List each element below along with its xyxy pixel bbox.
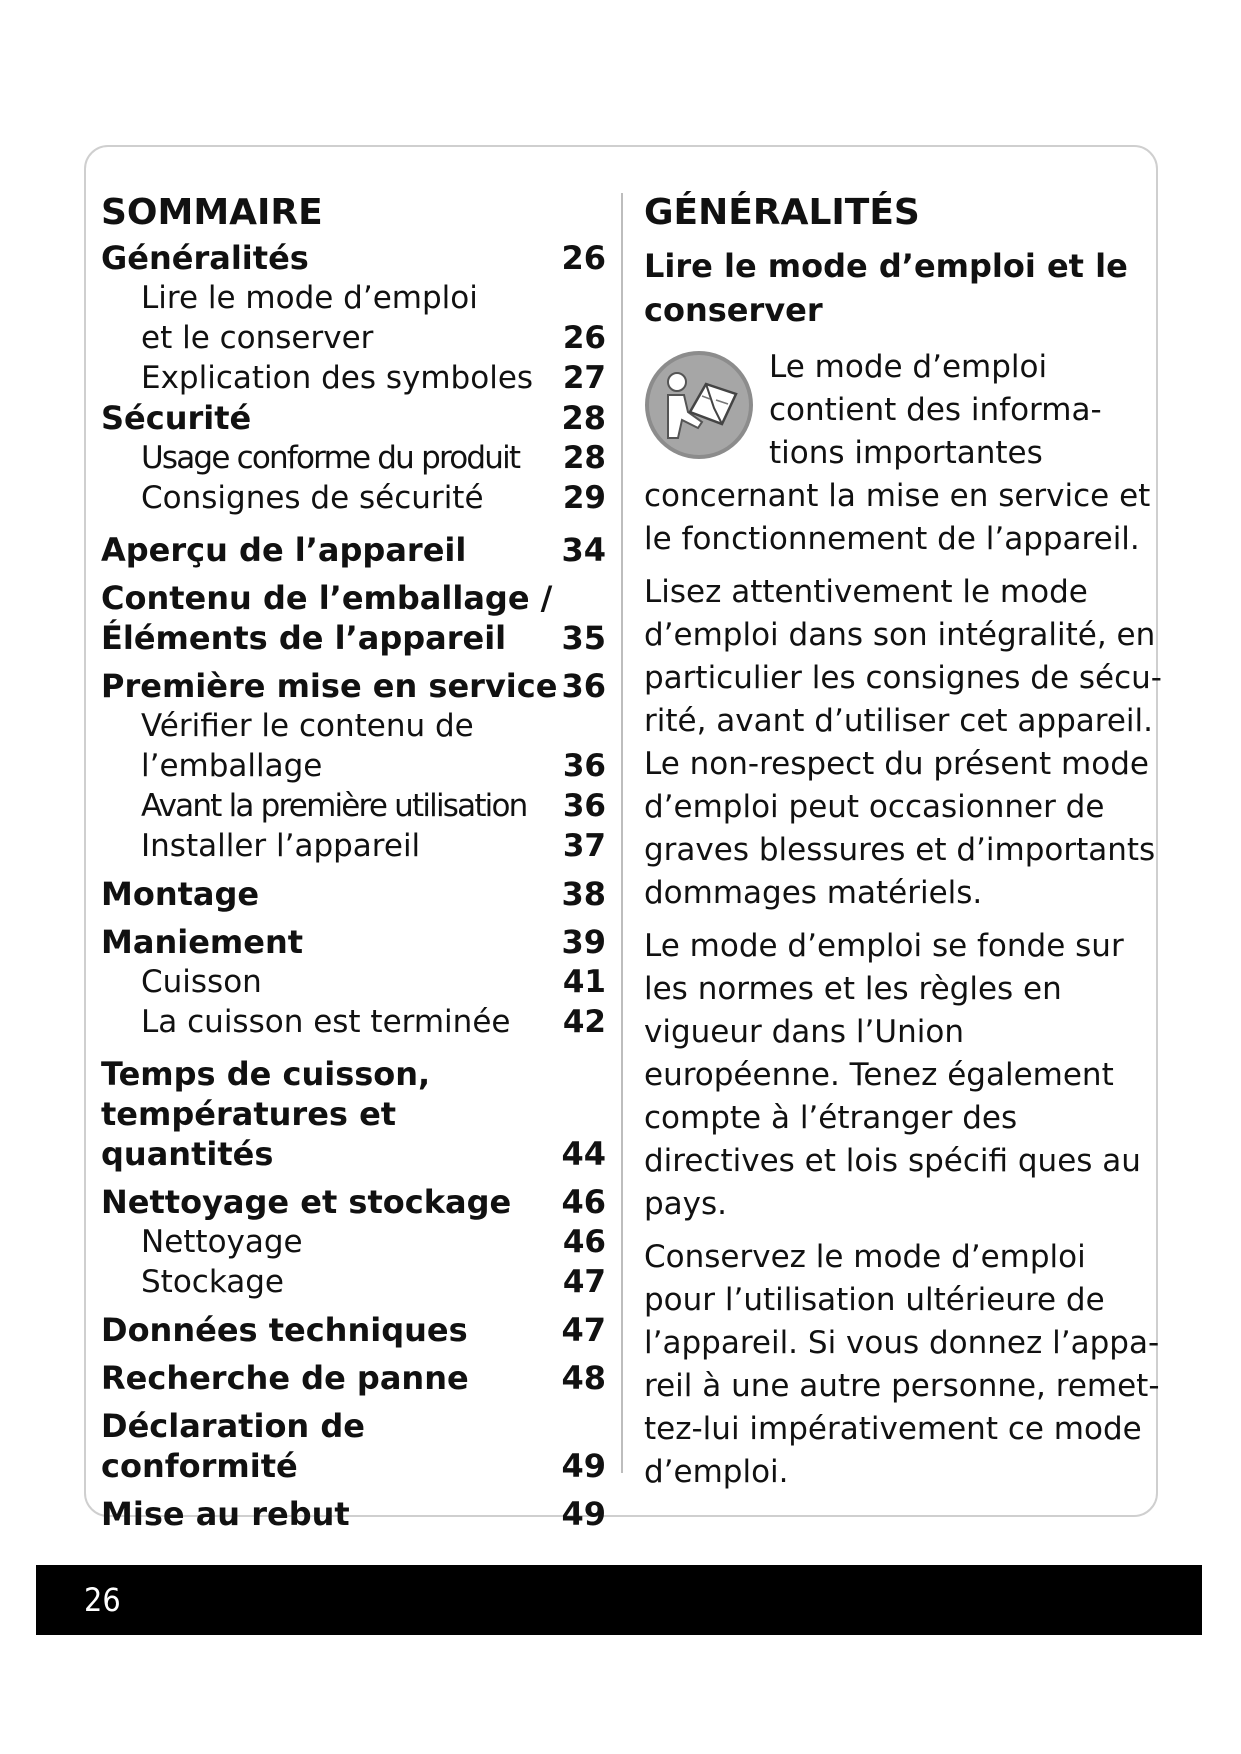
toc-entry-page: 26 bbox=[561, 239, 606, 277]
toc-entry-label: et le conserver bbox=[141, 320, 374, 356]
wrapped-line: contient des informa- bbox=[769, 392, 1102, 428]
footer-bar bbox=[36, 1565, 1202, 1635]
toc-entry[interactable] bbox=[101, 1054, 606, 1094]
toc-entry[interactable] bbox=[101, 666, 606, 706]
toc-entry-label: températures et quantités bbox=[101, 1095, 397, 1173]
toc-entry-page: 28 bbox=[561, 399, 606, 437]
toc-entry[interactable] bbox=[101, 1094, 606, 1174]
subtitle-line: conserver bbox=[644, 291, 823, 329]
toc-entry-label: Mise au rebut bbox=[101, 1495, 350, 1533]
generalites-section bbox=[644, 190, 1164, 1494]
subtitle-line: Lire le mode d’emploi et le bbox=[644, 247, 1128, 285]
toc-entry[interactable] bbox=[101, 1310, 606, 1350]
toc-entry-page: 39 bbox=[561, 923, 606, 961]
toc-entry-label: Temps de cuisson, bbox=[101, 1055, 431, 1093]
toc-entry-label: Installer l’appareil bbox=[141, 828, 421, 864]
toc-entry-page: 36 bbox=[562, 788, 606, 824]
toc-entry-label: Avant la première utilisation bbox=[141, 788, 527, 824]
toc-entry-label: Sécurité bbox=[101, 399, 252, 437]
wrapped-line: tions importantes bbox=[769, 435, 1043, 471]
page-number: 26 bbox=[84, 1581, 121, 1619]
toc-entry-label: Nettoyage bbox=[141, 1224, 303, 1260]
toc-entry-label: Consignes de sécurité bbox=[141, 480, 484, 516]
toc-entry[interactable] bbox=[101, 478, 606, 518]
toc-entry[interactable] bbox=[101, 746, 606, 786]
toc-entry-page: 47 bbox=[562, 1264, 606, 1300]
toc-entry[interactable] bbox=[101, 530, 606, 570]
section-subtitle bbox=[644, 244, 1164, 332]
section-title: GÉNÉRALITÉS bbox=[644, 192, 920, 233]
toc-entry-label: Données techniques bbox=[101, 1311, 468, 1349]
toc-entry[interactable] bbox=[101, 1358, 606, 1398]
toc-entry-page: 36 bbox=[561, 667, 606, 705]
toc-entry[interactable] bbox=[101, 318, 606, 358]
toc-entry-page: 42 bbox=[562, 1004, 606, 1040]
toc-entry-page: 29 bbox=[562, 480, 606, 516]
toc-entry-label: Montage bbox=[101, 875, 260, 913]
toc-entry[interactable] bbox=[101, 922, 606, 962]
toc-entry-label: l’emballage bbox=[141, 748, 323, 784]
toc-entry-page: 49 bbox=[561, 1495, 606, 1533]
toc-entry-page: 46 bbox=[562, 1224, 606, 1260]
toc-entry-page: 26 bbox=[562, 320, 606, 356]
toc-entry-page: 49 bbox=[561, 1447, 606, 1485]
paragraph: Conservez le mode d’emploi pour l’utilisation ultérieure de l’appareil. Si vous donnez l’appa-reil à une autre personne, remet-tez-lui impérativement ce mode d’emploi. bbox=[644, 1239, 1160, 1490]
toc-entry[interactable] bbox=[101, 238, 606, 278]
toc-entry-page: 34 bbox=[561, 531, 606, 569]
toc-entry[interactable] bbox=[101, 578, 606, 618]
toc-entry[interactable] bbox=[101, 358, 606, 398]
toc-entry[interactable] bbox=[101, 1494, 606, 1534]
toc-title: SOMMAIRE bbox=[101, 192, 323, 233]
toc-entry-label: Maniement bbox=[101, 923, 304, 961]
toc-entry[interactable] bbox=[101, 278, 606, 318]
toc-entry[interactable] bbox=[101, 874, 606, 914]
table-of-contents bbox=[101, 190, 606, 1534]
toc-entry[interactable] bbox=[101, 962, 606, 1002]
toc-entry-page: 27 bbox=[562, 360, 606, 396]
toc-entry-page: 36 bbox=[562, 748, 606, 784]
toc-entry[interactable] bbox=[101, 1222, 606, 1262]
toc-entry-label: La cuisson est terminée bbox=[141, 1004, 511, 1040]
toc-entry-page: 47 bbox=[561, 1311, 606, 1349]
paragraph-rest: concernant la mise en service et le fonctionnement de l’appareil. bbox=[644, 478, 1151, 557]
toc-entry-page: 48 bbox=[561, 1359, 606, 1397]
toc-entry-label: Aperçu de l’appareil bbox=[101, 531, 467, 569]
paragraph: Lisez attentivement le mode d’emploi dans son intégralité, en particulier les consignes de sécu-rité, avant d’utiliser cet appareil. Le non-respect du présent mode d’emploi peut occasionner de graves blessures et d’importants dommages matériels. bbox=[644, 574, 1162, 911]
toc-entry[interactable] bbox=[101, 618, 606, 658]
intro-block bbox=[644, 346, 1164, 561]
paragraph: Le mode d’emploi se fonde sur les normes et les règles en vigueur dans l’Union européenne. Tenez également compte à l’étranger des directives et lois spécifi ques au pays. bbox=[644, 928, 1141, 1222]
read-manual-icon bbox=[644, 350, 754, 460]
toc-entry-label: Usage conforme du produit bbox=[141, 440, 520, 476]
toc-entry-label: Généralités bbox=[101, 239, 309, 277]
toc-entry[interactable] bbox=[101, 1002, 606, 1042]
toc-entry-page: 28 bbox=[562, 440, 606, 476]
toc-entry-page: 46 bbox=[561, 1183, 606, 1221]
column-divider bbox=[621, 193, 623, 1473]
toc-entry[interactable] bbox=[101, 1406, 606, 1486]
toc-entry-page: 44 bbox=[561, 1135, 606, 1173]
toc-entry[interactable] bbox=[101, 786, 606, 826]
toc-entry-page: 38 bbox=[561, 875, 606, 913]
toc-entry-label: Vérifier le contenu de bbox=[141, 708, 474, 744]
toc-entry-label: Déclaration de conformité bbox=[101, 1407, 365, 1485]
toc-entry[interactable] bbox=[101, 826, 606, 866]
wrapped-line: Le mode d’emploi bbox=[769, 349, 1048, 385]
toc-entry-label: Stockage bbox=[141, 1264, 284, 1300]
toc-entry-label: Recherche de panne bbox=[101, 1359, 469, 1397]
toc-entry-page: 35 bbox=[561, 619, 606, 657]
toc-entry-label: Contenu de l’emballage / bbox=[101, 579, 553, 617]
toc-entry-page: 41 bbox=[562, 964, 606, 1000]
toc-entry-label: Nettoyage et stockage bbox=[101, 1183, 512, 1221]
toc-entry[interactable] bbox=[101, 398, 606, 438]
toc-entry-label: Explication des symboles bbox=[141, 360, 534, 396]
toc-entry[interactable] bbox=[101, 1182, 606, 1222]
toc-entry-page: 37 bbox=[562, 828, 606, 864]
toc-entry[interactable] bbox=[101, 706, 606, 746]
toc-entry-label: Cuisson bbox=[141, 964, 262, 1000]
toc-entry-label: Lire le mode d’emploi bbox=[141, 280, 478, 316]
toc-entry-label: Première mise en service bbox=[101, 667, 558, 705]
toc-entry[interactable] bbox=[101, 438, 606, 478]
toc-entry-label: Éléments de l’appareil bbox=[101, 619, 507, 657]
toc-entry[interactable] bbox=[101, 1262, 606, 1302]
